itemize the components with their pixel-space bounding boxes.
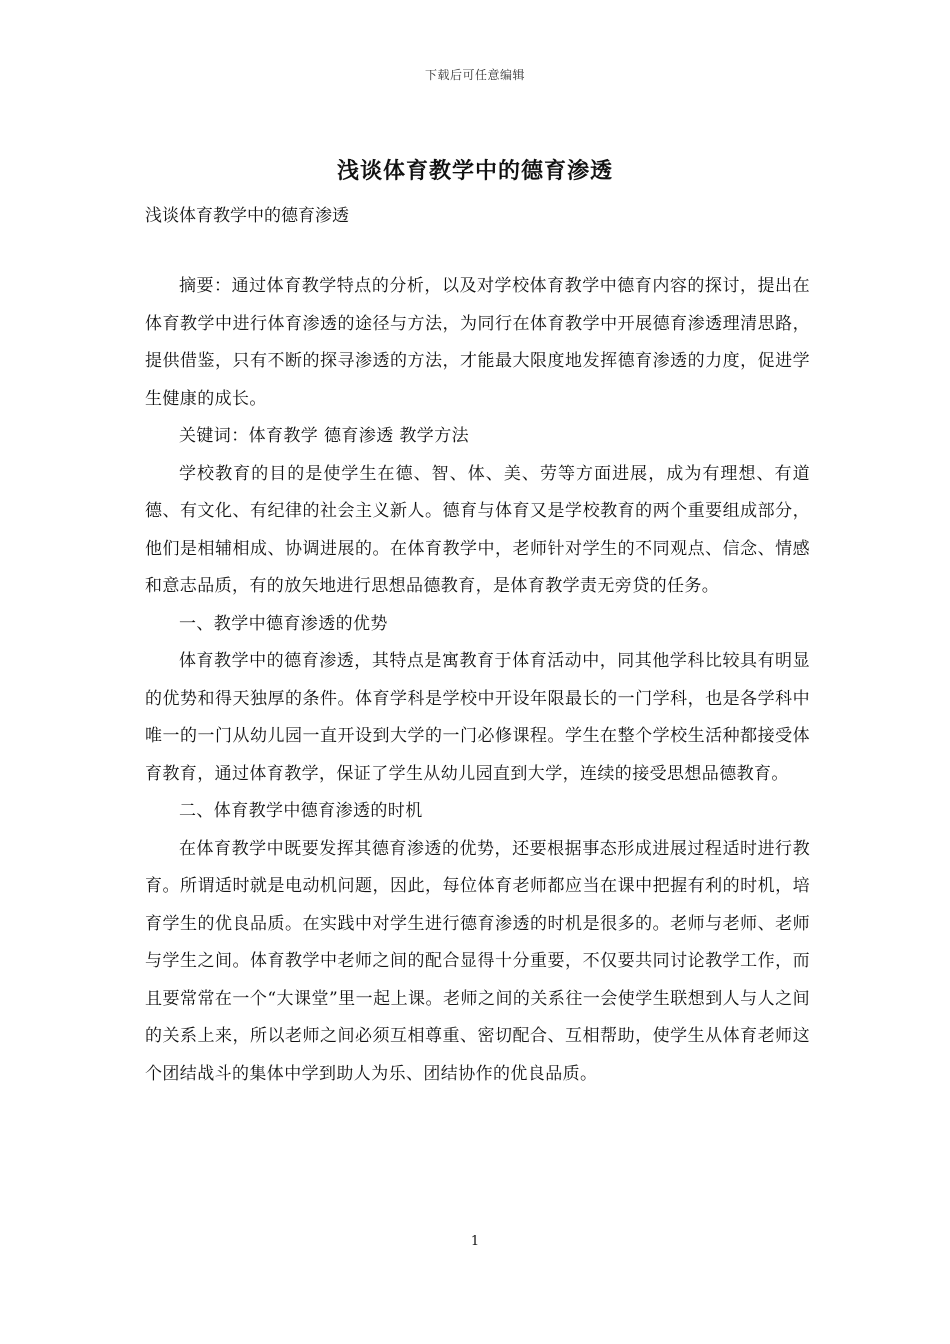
document-body (145, 268, 810, 1093)
section-heading-2: 二、体育教学中德育渗透的时机 (179, 801, 423, 821)
section-heading-1: 一、教学中德育渗透的优势 (179, 613, 388, 634)
document-subtitle: 浅谈体育教学中的德育渗透 (145, 206, 349, 226)
document-title: 浅谈体育教学中的德育渗透 (336, 159, 613, 184)
section-2-paragraph: 在体育教学中既要发挥其德育渗透的优势，还要根据事态形成进展过程适时进行教育。所谓适时就是电动机问题，因此，每位体育老师都应当在课中把握有利的时机，培育学生的优良品质。在实践中对学生进行德育渗透的时机是很多的。老师与老师、老师与学生之间。体育教学中老师之间的配合显得十分重要，不仅要共同讨论教学工作，而且要常常在一个“大课堂”里一起上课。老师之间的关系往一会使学生联想到人与人之间的关系上来，所以老师之间必须互相尊重、密切配合、互相帮助，使学生从体育老师这个团结战斗的集体中学到助人为乐、团结协作的优良品质。 (145, 838, 810, 1084)
intro-paragraph: 学校教育的目的是使学生在德、智、体、美、劳等方面进展，成为有理想、有道德、有文化、有纪律的社会主义新人。德育与体育又是学校教育的两个重要组成部分，他们是相辅相成、协调进展的。在体育教学中，老师针对学生的不同观点、信念、情感和意志品质，有的放矢地进行思想品德教育，是体育教学责无旁贷的任务。 (145, 463, 810, 596)
section-1-paragraph: 体育教学中的德育渗透，其特点是寓教育于体育活动中，同其他学科比较具有明显的优势和得天独厚的条件。体育学科是学校中开设年限最长的一门学科，也是各学科中唯一的一门从幼儿园一直开设到大学的一门必修课程。学生在整个学校生活种都接受体育教育，通过体育教学，保证了学生从幼儿园直到大学，连续的接受思想品德教育。 (145, 651, 810, 784)
page-header-note: 下载后可任意编辑 (424, 68, 525, 82)
page-number: 1 (470, 1234, 480, 1249)
abstract-paragraph: 摘要：通过体育教学特点的分析，以及对学校体育教学中德育内容的探讨，提出在体育教学中进行体育渗透的途径与方法，为同行在体育教学中开展德育渗透理清思路，提供借鉴，只有不断的探寻渗透的方法，才能最大限度地发挥德育渗透的力度，促进学生健康的成长。 (145, 276, 810, 409)
keywords-paragraph: 关键词：体育教学 德育渗透 教学方法 (179, 426, 470, 446)
